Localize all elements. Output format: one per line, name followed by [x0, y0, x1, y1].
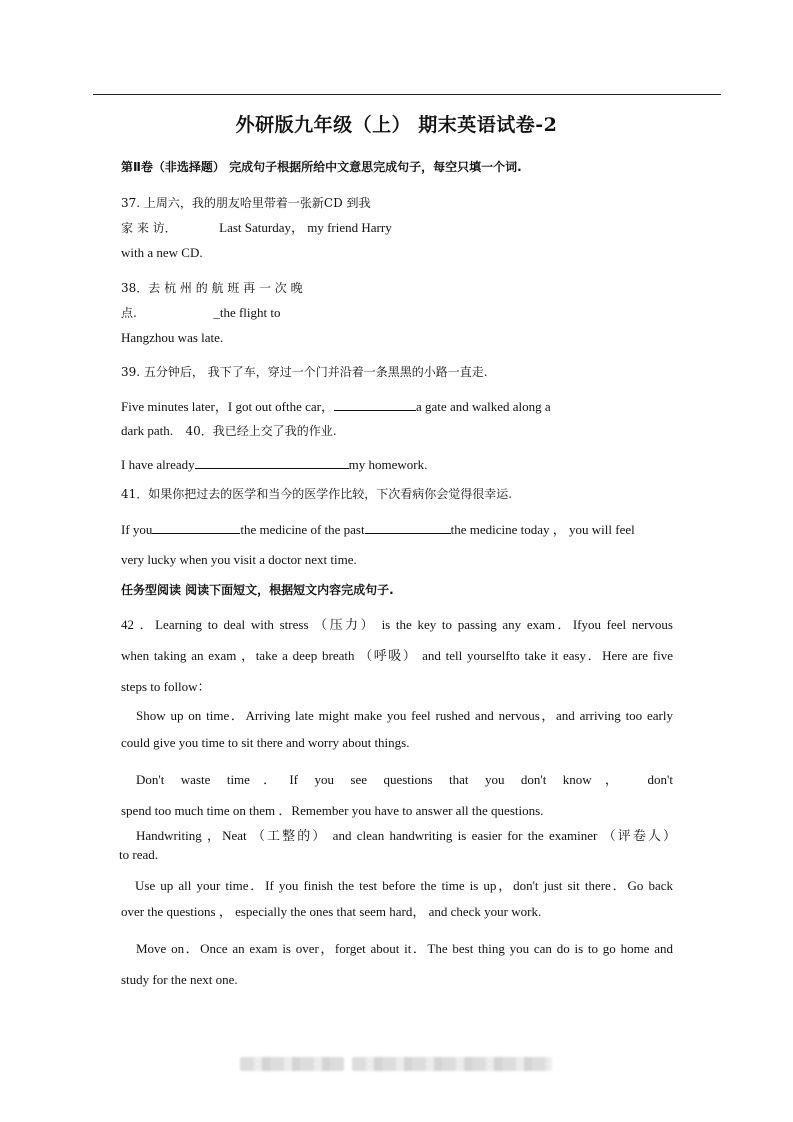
- q39-answer-blank[interactable]: [334, 398, 416, 411]
- page-title: 外研版九年级（上） 期末英语试卷-2: [235, 114, 558, 136]
- footer-blurred-text: [352, 1057, 552, 1071]
- q41-english-mid: the medicine of the past: [240, 522, 365, 537]
- passage-p1-line3: steps to follow：: [121, 679, 211, 694]
- q38-chinese: 38．去 杭 州 的 航 班 再 一 次 晚: [121, 281, 303, 295]
- q40-chinese: 40．我已经上交了我的作业.: [185, 424, 337, 438]
- passage-p4-line1: Handwriting ，Neat （工整的） and clean handwriting is easier for the examiner （评卷人）: [136, 828, 676, 843]
- q38-chinese-cont: 点.: [121, 306, 137, 320]
- q41-english: [121, 521, 635, 538]
- passage-p2-line1: Show up on time．Arriving late might make you feel rushed and nervous，and arriving too early: [136, 708, 673, 723]
- q41-answer-blank-1[interactable]: [152, 521, 240, 534]
- q38-english-cont: Hangzhou was late.: [121, 330, 224, 345]
- passage-p3-line1: Don't waste time．If you see questions that you don't know， don't: [136, 772, 673, 787]
- q41-english-start: If you: [121, 522, 153, 537]
- q39-english-cont: dark path.: [121, 423, 173, 438]
- q41-answer-blank-2[interactable]: [365, 521, 451, 534]
- passage-p2-line2: could give you time to sit there and worry about things.: [121, 735, 410, 750]
- passage-p6-line1: Move on．Once an exam is over，forget about it．The best thing you can do is to go home and: [136, 941, 673, 956]
- q38-line2: [121, 305, 281, 321]
- q40-english: [121, 456, 427, 473]
- footer-blurred-text: [240, 1057, 344, 1071]
- passage-p3-line2: spend too much time on them ．Remember you have to answer all the questions.: [121, 803, 544, 818]
- q39-english-end: a gate and walked along a: [416, 399, 551, 414]
- passage-p1-line1: 42 ．Learning to deal with stress （压力） is the key to passing any exam．Ifyou feel nervous: [121, 617, 673, 632]
- q37-chinese-cont: 家 来 访．: [121, 221, 177, 235]
- passage-p5-line1: Use up all your time．If you finish the test before the time is up，don't just sit there．Go back: [135, 878, 673, 893]
- passage-p6-line2: study for the next one.: [121, 972, 238, 987]
- q37-english: Last Saturday， my friend Harry: [219, 220, 392, 235]
- header-rule: [93, 94, 721, 95]
- q41-chinese: 41．如果你把过去的医学和当今的医学作比较，下次看病你会觉得很幸运.: [121, 487, 513, 501]
- q39-chinese: 39. 五分钟后， 我下了车，穿过一个门并沿着一条黑黑的小路一直走.: [121, 365, 488, 379]
- section-heading: 第Ⅱ卷（非选择题） 完成句子根据所给中文意思完成句子，每空只填一个词.: [121, 160, 522, 174]
- q39-q40-line: [121, 423, 337, 439]
- q38-english: _the flight to: [213, 305, 281, 320]
- q40-english-start: I have already: [121, 457, 195, 472]
- q39-english-start: Five minutes later，I got out ofthe car，: [121, 399, 335, 414]
- q41-english-end: the medicine today ， you will feel: [450, 522, 635, 537]
- reading-heading: 任务型阅读 阅读下面短文，根据短文内容完成句子.: [121, 583, 394, 597]
- passage-p4-line2: to read.: [119, 847, 158, 862]
- q37-line2: [121, 220, 392, 236]
- q39-english: [121, 398, 551, 415]
- q40-english-end: my homework.: [348, 457, 428, 472]
- q37-english-cont: with a new CD.: [121, 245, 203, 260]
- passage-p5-line2: over the questions ， especially the ones that seem hard， and check your work.: [121, 904, 542, 919]
- q41-english-cont: very lucky when you visit a doctor next time.: [121, 552, 357, 567]
- q37-chinese: 37. 上周六，我的朋友哈里带着一张新CD 到我: [121, 196, 371, 210]
- q40-answer-blank[interactable]: [195, 456, 349, 469]
- passage-p1-line2: when taking an exam ，take a deep breath （呼吸） and tell yourselfto take it easy．Here are five: [121, 648, 673, 663]
